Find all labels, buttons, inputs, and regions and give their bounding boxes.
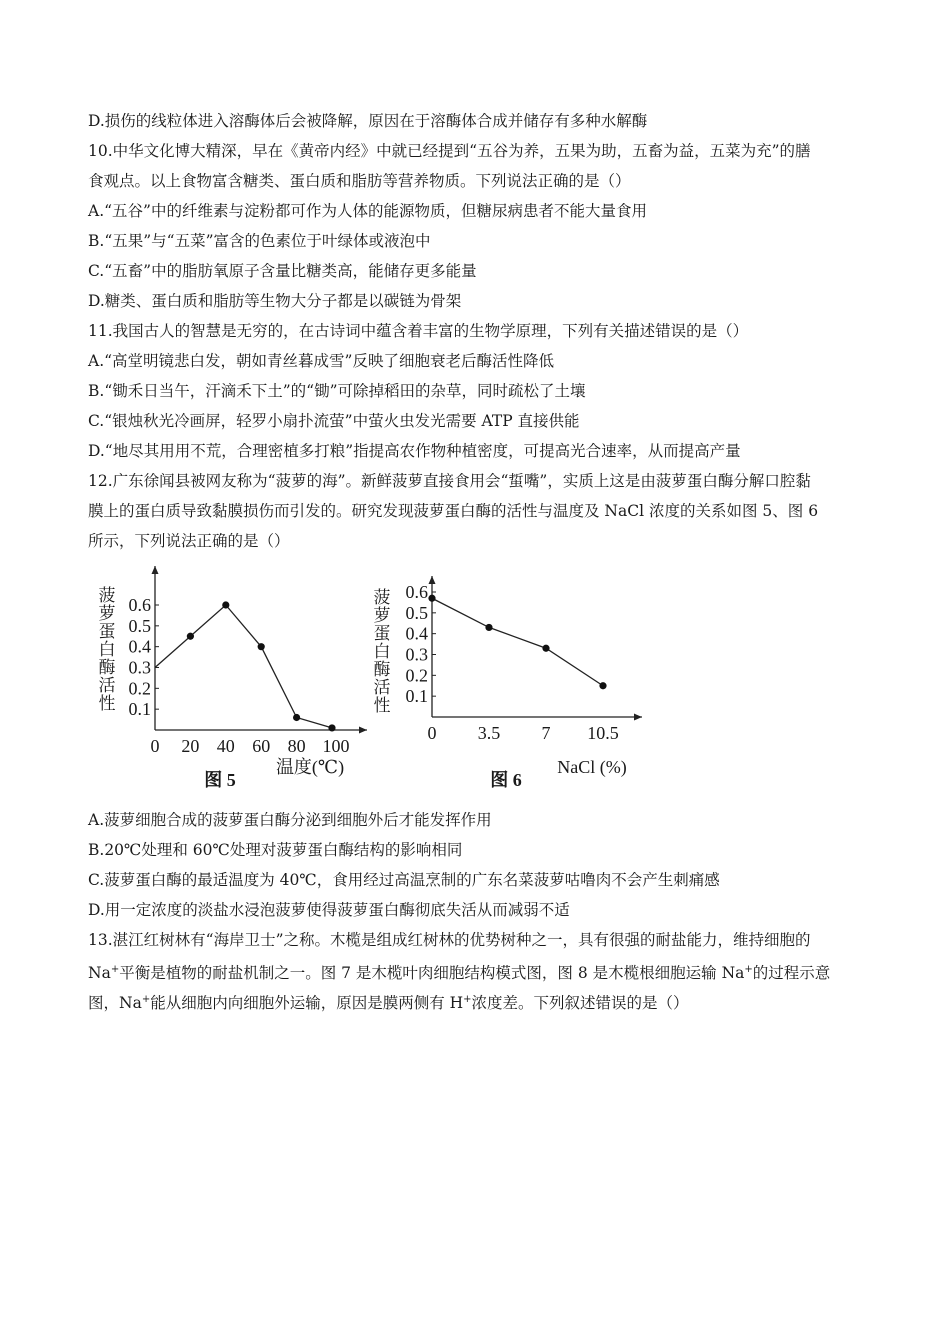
data-point [542, 645, 549, 652]
option-c-q10: C.“五畜”中的脂肪氧原子含量比糖类高，能储存更多能量 [88, 262, 477, 280]
series-line [432, 598, 603, 686]
y-axis-arrow [152, 566, 159, 574]
option-a-q10: A.“五谷”中的纤维素与淀粉都可作为人体的能源物质，但糖尿病患者不能大量食用 [88, 202, 647, 220]
charts-figure-5-6 [95, 560, 655, 790]
option-b-q11: B.“锄禾日当午，汗滴禾下土”的“锄”可除掉稻田的杂草，同时疏松了土壤 [88, 382, 586, 400]
x-tick-label: 100 [322, 736, 350, 756]
x-axis-arrow [634, 714, 642, 721]
y-tick-label: 0.2 [405, 665, 428, 686]
data-point [258, 643, 265, 650]
option-a-q12: A.菠萝细胞合成的菠萝蛋白酶分泌到细胞外后才能发挥作用 [88, 811, 492, 829]
question-11: 11.我国古人的智慧是无穷的，在古诗词中蕴含着丰富的生物学原理，下列有关描述错误的是（） [88, 322, 749, 340]
data-point [328, 724, 335, 731]
chart-figure-5 [95, 560, 375, 790]
x-tick-label: 7 [541, 723, 551, 743]
series-line [155, 605, 332, 728]
data-point [599, 682, 606, 689]
x-tick-label: 0 [427, 723, 437, 743]
data-point [485, 624, 492, 631]
y-tick-label: 0.3 [128, 657, 151, 678]
y-tick-label: 0.4 [405, 623, 428, 644]
x-tick-label: 80 [287, 736, 306, 756]
y-tick-label: 0.1 [128, 699, 151, 720]
option-d-q9: D.损伤的线粒体进入溶酶体后会被降解，原因在于溶酶体合成并储存有多种水解酶 [88, 112, 648, 130]
option-d-q11: D.“地尽其用用不荒，合理密植多打粮”指提高农作物种植密度，可提高光合速率，从而提高产量 [88, 442, 741, 460]
y-tick-label: 0.5 [405, 602, 428, 623]
y-tick-label: 0.4 [128, 636, 151, 657]
data-point [222, 601, 229, 608]
figure-caption: 图 6 [490, 770, 522, 790]
x-tick-label: 10.5 [587, 723, 619, 743]
x-tick-label: 60 [252, 736, 271, 756]
data-point [187, 633, 194, 640]
option-d-q10: D.糖类、蛋白质和脂肪等生物大分子都是以碳链为骨架 [88, 292, 462, 310]
question-13-line3: 图，Na+能从细胞内向细胞外运输，原因是膜两侧有 H+浓度差。下列叙述错误的是（） [88, 994, 689, 1013]
x-tick-label: 3.5 [477, 723, 501, 743]
option-a-q11: A.“高堂明镜悲白发，朝如青丝暮成雪”反映了细胞衰老后酶活性降低 [88, 352, 554, 370]
option-c-q11: C.“银烛秋光冷画屏，轻罗小扇扑流萤”中萤火虫发光需要 ATP 直接供能 [88, 412, 580, 430]
x-axis-label: 温度(℃) [275, 757, 345, 777]
y-tick-label: 0.1 [405, 686, 428, 707]
question-10-line2: 食观点。以上食物富含糖类、蛋白质和脂肪等营养物质。下列说法正确的是（） [88, 172, 631, 190]
y-axis-arrow [429, 576, 436, 584]
y-tick-label: 0.6 [128, 595, 151, 615]
option-c-q12: C.菠萝蛋白酶的最适温度为 40℃，食用经过高温烹制的广东名菜菠萝咕噜肉不会产生刺痛感 [88, 871, 720, 889]
figure-caption: 图 5 [204, 770, 236, 790]
data-point [293, 714, 300, 721]
y-axis-label: 菠萝蛋白酶活性 [95, 586, 115, 712]
option-b-q12: B.20℃处理和 60℃处理对菠萝蛋白酶结构的影响相同 [88, 841, 463, 859]
x-tick-label: 0 [150, 736, 160, 756]
option-d-q12: D.用一定浓度的淡盐水浸泡菠萝使得菠萝蛋白酶彻底失活从而减弱不适 [88, 901, 570, 919]
chart-figure-6 [370, 560, 650, 790]
question-12-line1: 12.广东徐闻县被网友称为“菠萝的海”。新鲜菠萝直接食用会“蜇嘴”，实质上这是由菠萝蛋白酶分解口腔黏 [88, 472, 811, 490]
question-13-line2: Na+平衡是植物的耐盐机制之一。图 7 是木榄叶肉细胞结构模式图，图 8 是木榄根细胞运输 Na+的过程示意 [88, 964, 831, 983]
y-tick-label: 0.2 [128, 678, 151, 699]
x-axis-label: NaCl (%) [557, 757, 627, 777]
question-10-line1: 10.中华文化博大精深，早在《黄帝内经》中就已经提到“五谷为养，五果为助，五畜为益，五菜为充”的膳 [88, 142, 811, 160]
question-13-line1: 13.湛江红树林有“海岸卫士”之称。木榄是组成红树林的优势树种之一，具有很强的耐盐能力，维持细胞的 [88, 931, 811, 949]
x-tick-label: 40 [216, 736, 235, 756]
y-tick-label: 0.6 [405, 582, 428, 602]
data-point [428, 595, 435, 602]
x-tick-label: 20 [181, 736, 200, 756]
y-tick-label: 0.5 [128, 615, 151, 636]
option-b-q10: B.“五果”与“五菜”富含的色素位于叶绿体或液泡中 [88, 232, 431, 250]
question-12-line2: 膜上的蛋白质导致黏膜损伤而引发的。研究发现菠萝蛋白酶的活性与温度及 NaCl 浓度的关系如图 5、图 6 [88, 502, 819, 520]
y-axis-label: 菠萝蛋白酶活性 [370, 588, 390, 714]
x-axis-arrow [359, 727, 367, 734]
question-12-line3: 所示，下列说法正确的是（） [88, 532, 290, 550]
y-tick-label: 0.3 [405, 644, 428, 665]
